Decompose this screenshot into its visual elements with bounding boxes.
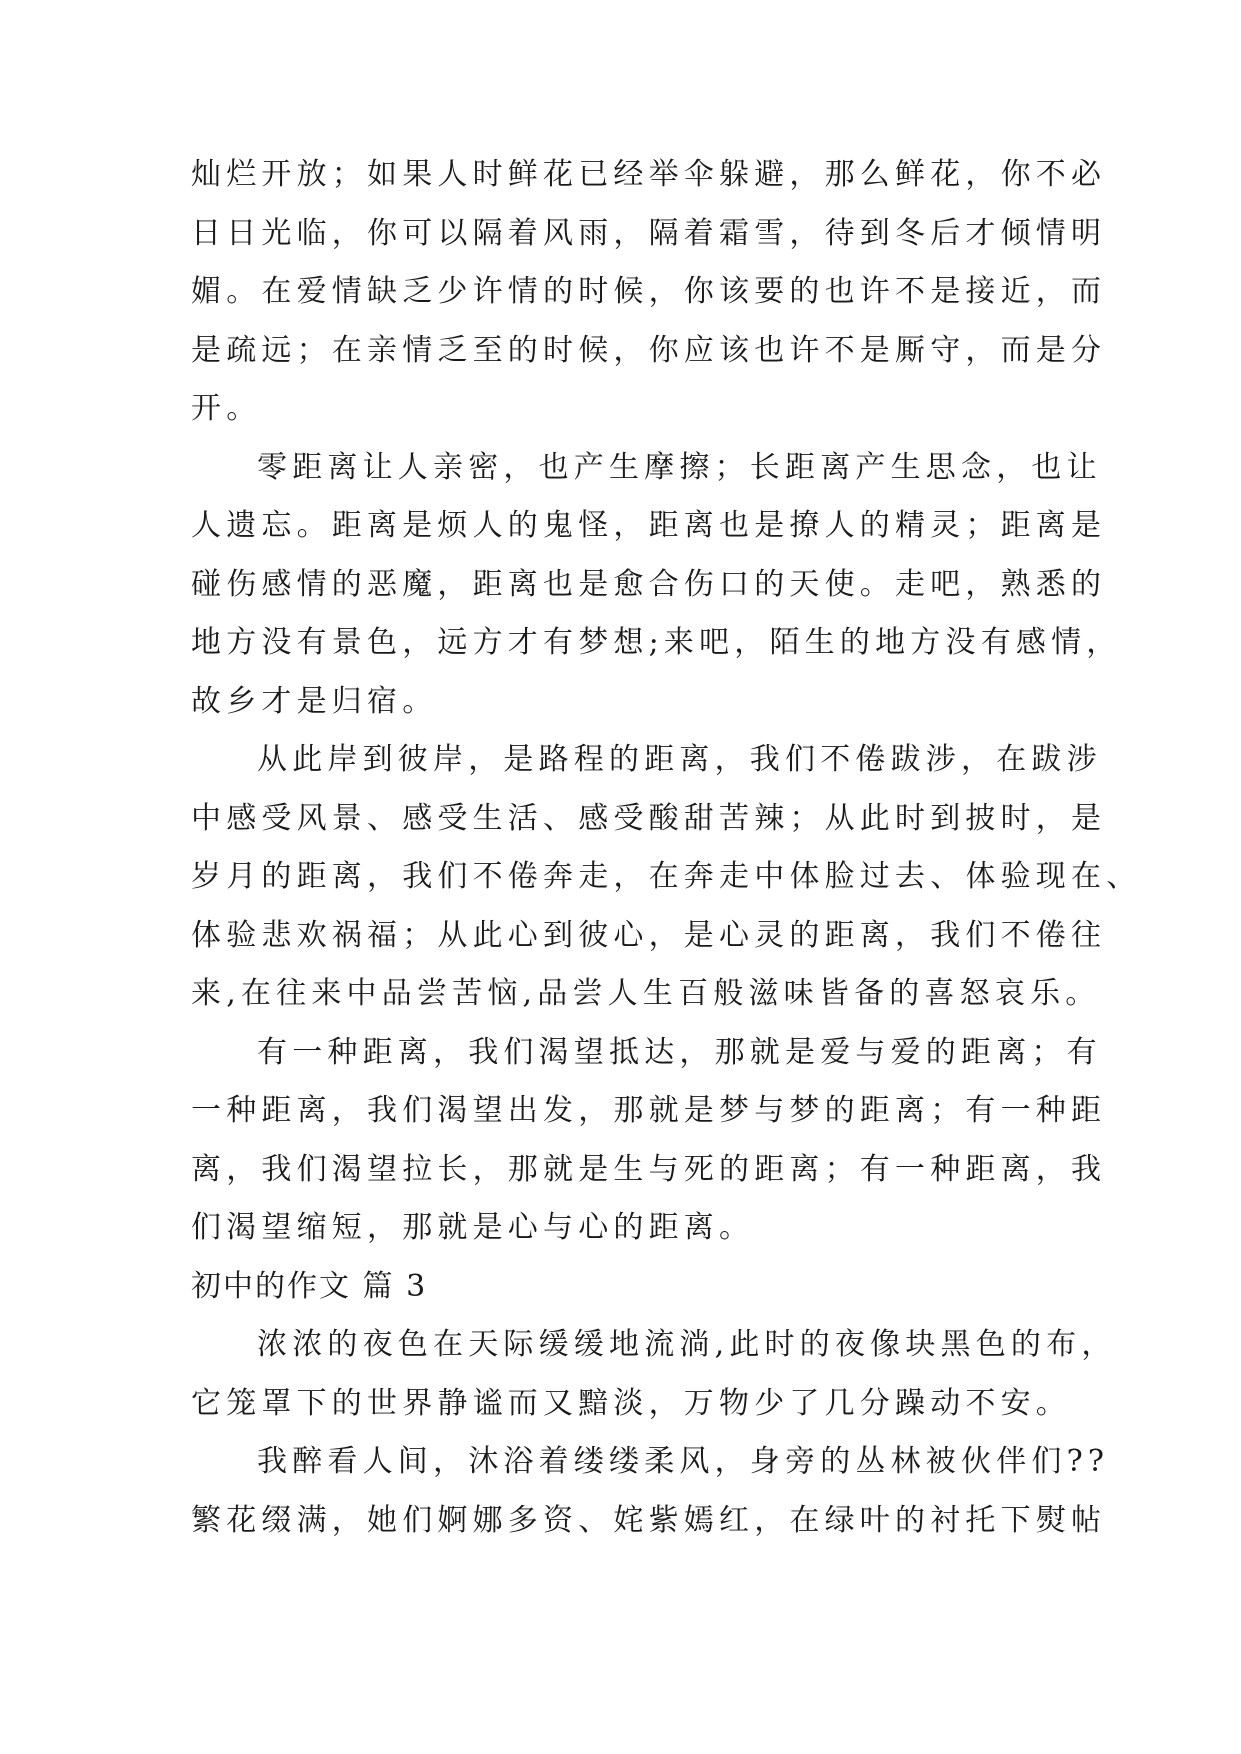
paragraph-6	[191, 1433, 1110, 1550]
paragraph-1	[191, 146, 1107, 439]
document-page	[191, 146, 1142, 1550]
text-line: 它笼罩下的世界静谧而又黯淡，万物少了几分躁动不安。	[191, 1385, 1071, 1421]
text-line: 从此岸到彼岸，是路程的距离，我们不倦跋涉，在跋涉	[257, 742, 1102, 777]
text-line: 人遗忘。距离是烦人的鬼怪，距离也是撩人的精灵；距离是	[191, 508, 1107, 543]
paragraph-4	[191, 1024, 1107, 1258]
text-line: 媚。在爱情缺乏少许情的时候，你该要的也许不是接近，而	[191, 274, 1107, 309]
text-line: 地方没有景色，远方才有梦想;来吧，陌生的地方没有感情，	[191, 625, 1122, 660]
text-line: 中感受风景、感受生活、感受酸甜苦辣；从此时到披时，是	[191, 800, 1107, 836]
text-line: 繁花缀满，她们婀娜多资、姹紫嫣红，在绿叶的衬托下熨帖	[191, 1502, 1107, 1538]
text-line: 开。	[191, 391, 262, 426]
section-heading: 初中的作文 篇 3	[191, 1268, 428, 1304]
text-line: 日日光临，你可以隔着风雨，隔着霜雪，待到冬后才倾情明	[191, 215, 1107, 251]
paragraph-5	[191, 1316, 1117, 1433]
text-line: 浓浓的夜色在天际缓缓地流淌,此时的夜像块黑色的布，	[257, 1327, 1117, 1362]
text-line: 体验悲欢祸福；从此心到彼心，是心灵的距离，我们不倦往	[191, 917, 1107, 953]
text-line: 一种距离，我们渴望出发，那就是梦与梦的距离；有一种距	[191, 1093, 1107, 1128]
text-line: 岁月的距离，我们不倦奔走，在奔走中体脸过去、体验现在、	[191, 859, 1142, 894]
text-line: 离，我们渴望拉长，那就是生与死的距离；有一种距离，我	[191, 1151, 1107, 1187]
text-line: 有一种距离，我们渴望抵达，那就是爱与爱的距离；有	[257, 1034, 1102, 1070]
text-line: 故乡才是归宿。	[191, 683, 438, 719]
text-line: 是疏远；在亲情乏至的时候，你应该也许不是厮守，而是分	[191, 332, 1107, 368]
text-line: 来,在往来中品尝苦恼,品尝人生百般滋味皆备的喜怒哀乐。	[191, 976, 1101, 1011]
text-line: 零距离让人亲密，也产生摩擦；长距离产生思念，也让	[257, 449, 1102, 485]
text-line: 碰伤感情的恶魔，距离也是愈合伤口的天使。走吧，熟悉的	[191, 566, 1107, 602]
text-line: 灿烂开放；如果人时鲜花已经举伞躲避，那么鲜花，你不必	[191, 157, 1107, 192]
paragraph-2	[191, 439, 1122, 732]
text-line: 我醉看人间，沐浴着缕缕柔风，身旁的丛林被伙伴们??	[257, 1444, 1110, 1479]
paragraph-3	[191, 731, 1142, 1024]
text-line: 们渴望缩短，那就是心与心的距离。	[191, 1210, 755, 1245]
